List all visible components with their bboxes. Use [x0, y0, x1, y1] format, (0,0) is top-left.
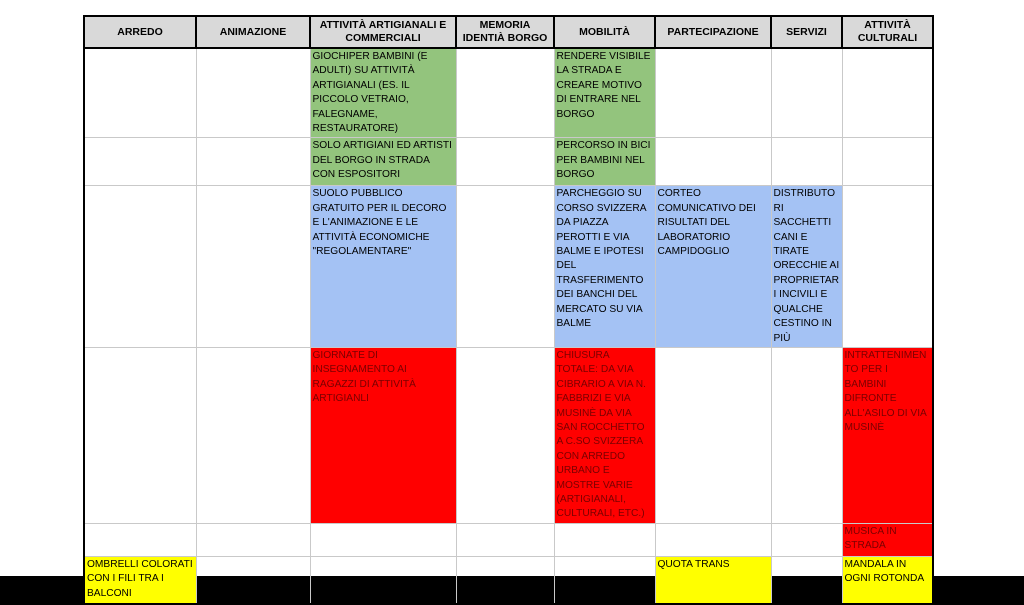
table-cell [655, 523, 771, 556]
table-cell [84, 186, 196, 347]
table-cell [196, 186, 310, 347]
table-cell [771, 556, 842, 604]
table-cell: GIOCHIPER BAMBINI (E ADULTI) SU ATTIVITÀ ARTIGIANALI (ES. IL PICCOLO VETRAIO, FALEGNAME, RESTAURATORE) [310, 48, 456, 138]
table-cell [196, 48, 310, 138]
table-cell: PERCORSO IN BICI PER BAMBINI NEL BORGO [554, 138, 655, 186]
table-row [84, 48, 933, 138]
table-cell: MANDALA IN OGNI ROTONDA [842, 556, 933, 604]
table-cell [655, 48, 771, 138]
table-cell [456, 523, 554, 556]
table-cell: CHIUSURA TOTALE: DA VIA CIBRARIO A VIA N. FABBRIZI E VIA MUSINÈ DA VIA SAN ROCCHETTO A C.SO SVIZZERA CON ARREDO URBANO E MOSTRE VARIE (ARTIGIANALI, CULTURALI, ETC.) [554, 347, 655, 523]
table-cell [84, 138, 196, 186]
table-cell [655, 347, 771, 523]
table-cell: MUSICA IN STRADA [842, 523, 933, 556]
table-cell [771, 138, 842, 186]
table-cell [456, 347, 554, 523]
table-cell [771, 48, 842, 138]
table-row [84, 138, 933, 186]
table-cell [84, 523, 196, 556]
col-header-artigianali: ATTIVITÀ ARTIGIANALI E COMMERCIALI [310, 16, 456, 48]
table-cell [196, 138, 310, 186]
table-cell [554, 523, 655, 556]
table-cell [655, 138, 771, 186]
table-cell: CORTEO COMUNICATIVO DEI RISULTATI DEL LABORATORIO CAMPIDOGLIO [655, 186, 771, 347]
table-cell [842, 138, 933, 186]
col-header-culturali: ATTIVITÀ CULTURALI [842, 16, 933, 48]
table-cell: DISTRIBUTORI SACCHETTI CANI E TIRATE ORECCHIE AI PROPRIETARI INCIVILI E QUALCHE CESTINO IN PIÙ [771, 186, 842, 347]
col-header-mobilita: MOBILITÀ [554, 16, 655, 48]
proposals-table [83, 15, 934, 605]
table-cell [456, 556, 554, 604]
table-cell [456, 186, 554, 347]
table-cell [84, 347, 196, 523]
table-cell [196, 556, 310, 604]
table-cell [554, 556, 655, 604]
col-header-animazione: ANIMAZIONE [196, 16, 310, 48]
header-row [84, 16, 933, 48]
table-cell [456, 138, 554, 186]
table-cell: OMBRELLI COLORATI CON I FILI TRA I BALCONI [84, 556, 196, 604]
table-cell [842, 48, 933, 138]
table-cell [196, 523, 310, 556]
table-row [84, 523, 933, 556]
table-cell [196, 347, 310, 523]
table-cell [310, 556, 456, 604]
table-cell [310, 523, 456, 556]
col-header-partecipazione: PARTECIPAZIONE [655, 16, 771, 48]
col-header-servizi: SERVIZI [771, 16, 842, 48]
table-cell: PARCHEGGIO SU CORSO SVIZZERA DA PIAZZA PEROTTI E VIA BALME E IPOTESI DEL TRASFERIMENTO DEI BANCHI DEL MERCATO SU VIA BALME [554, 186, 655, 347]
table-row [84, 347, 933, 523]
table-cell [771, 347, 842, 523]
table-cell: QUOTA TRANS [655, 556, 771, 604]
table-row [84, 556, 933, 604]
table-cell: SUOLO PUBBLICO GRATUITO PER IL DECORO E L'ANIMAZIONE E LE ATTIVITÀ ECONOMICHE "REGOLAMENTARE" [310, 186, 456, 347]
table-cell [456, 48, 554, 138]
col-header-arredo: ARREDO [84, 16, 196, 48]
table-cell [771, 523, 842, 556]
table-cell [84, 48, 196, 138]
table-cell: SOLO ARTIGIANI ED ARTISTI DEL BORGO IN STRADA CON ESPOSITORI [310, 138, 456, 186]
table-cell: RENDERE VISIBILE LA STRADA E CREARE MOTIVO DI ENTRARE NEL BORGO [554, 48, 655, 138]
table-cell: GIORNATE DI INSEGNAMENTO AI RAGAZZI DI ATTIVITÀ ARTIGIANLI [310, 347, 456, 523]
table-row [84, 186, 933, 347]
col-header-memoria: MEMORIA IDENTIÀ BORGO [456, 16, 554, 48]
table-cell: INTRATTENIMENTO PER I BAMBINI DIFRONTE ALL'ASILO DI VIA MUSINÈ [842, 347, 933, 523]
table-cell [842, 186, 933, 347]
